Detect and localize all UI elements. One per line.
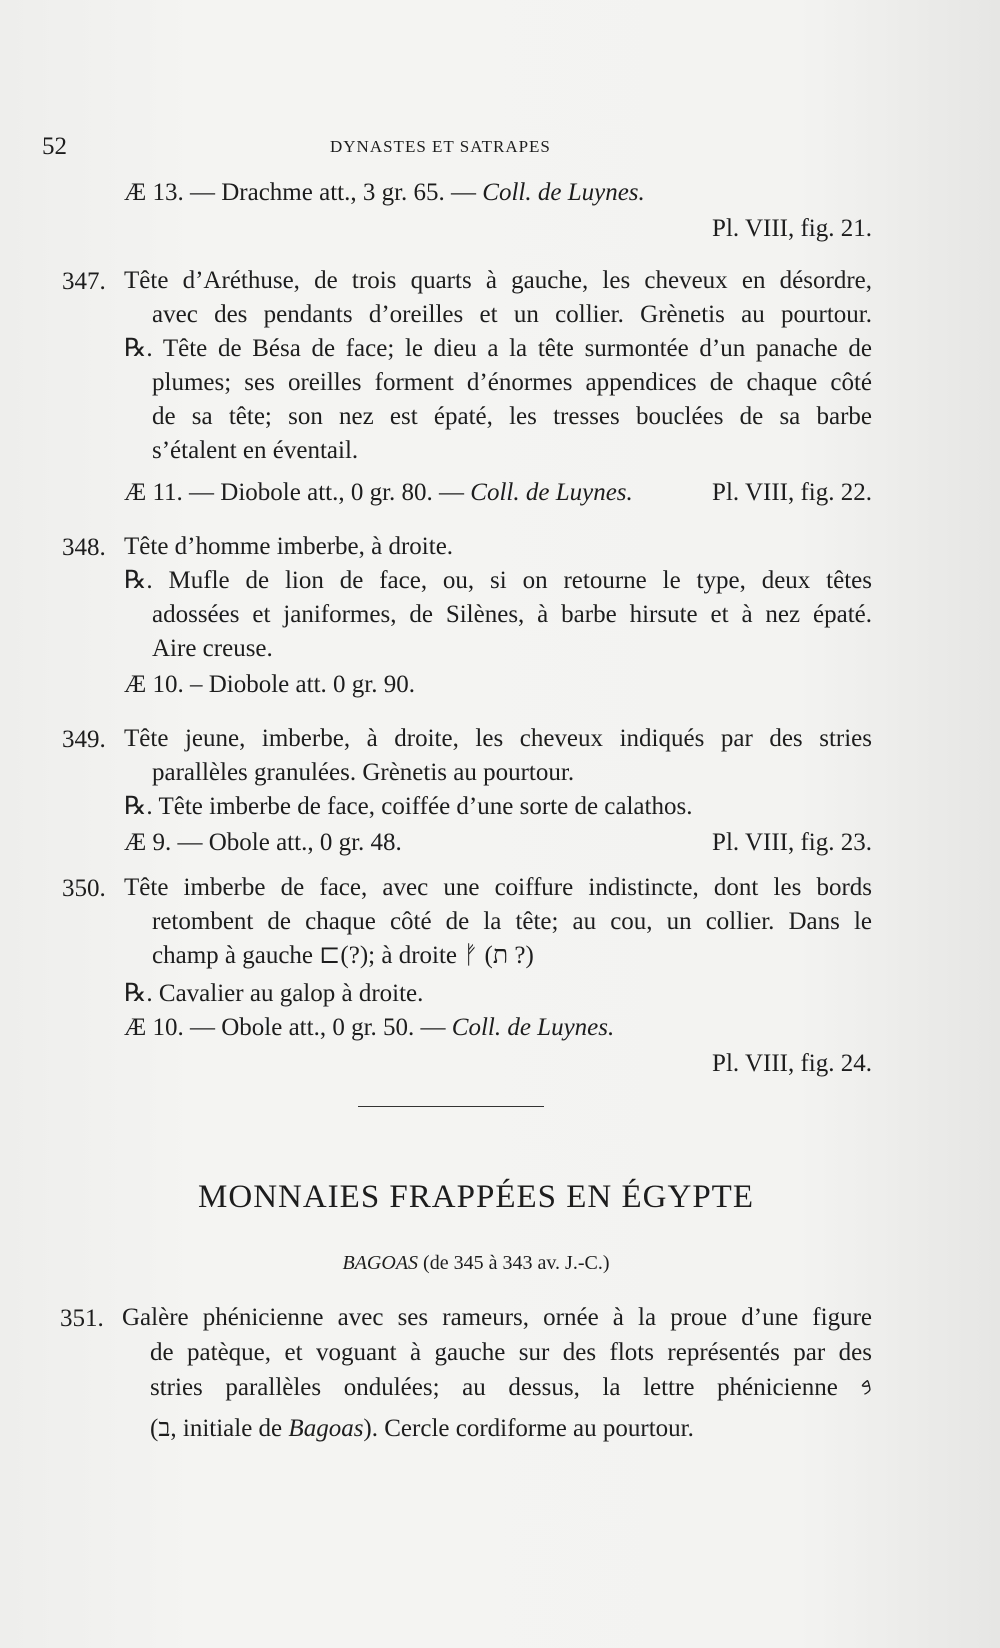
entry-line: ℞. Tête de Bésa de face; le dieu a la tête surmontée d’un panache de bbox=[124, 335, 872, 362]
collection-name: Coll. de Luynes. bbox=[451, 1014, 615, 1041]
subhead-dates: (de 345 à 343 av. J.-C.) bbox=[418, 1252, 610, 1274]
plate-reference bbox=[520, 214, 872, 244]
entry-line: Æ 9. — Obole att., 0 gr. 48. bbox=[124, 829, 402, 856]
plate-reference: Pl. VIII, fig. 23. bbox=[712, 829, 872, 856]
section-title: MONNAIES FRAPPÉES EN ÉGYPTE bbox=[198, 1179, 754, 1215]
entry-line: Tête imberbe de face, avec une coiffure indistincte, dont les bords bbox=[124, 874, 872, 901]
entry-line: parallèles granulées. Grènetis au pourtour. bbox=[152, 759, 575, 786]
entry-line: avec des pendants d’oreilles et un collier. Grènetis au pourtour. bbox=[152, 301, 872, 328]
section-subhead bbox=[0, 1250, 976, 1276]
collection-name: Coll. de Luynes. bbox=[482, 179, 645, 206]
entry-line: Æ 10. – Diobole att. 0 gr. 90. bbox=[124, 671, 415, 698]
entry-line: Aire creuse. bbox=[152, 635, 273, 662]
collection-name: Coll. de Luynes. bbox=[470, 479, 633, 506]
entry-line bbox=[124, 1013, 614, 1043]
entry-text: Æ 10. — Obole att., 0 gr. 50. — bbox=[124, 1014, 452, 1041]
entry-line: de sa tête; son nez est épaté, les tresses bouclées de sa barbe bbox=[152, 403, 872, 430]
ruler-name: Bagoas bbox=[288, 1415, 364, 1442]
entry-number: 350. bbox=[62, 875, 106, 902]
entry-line: Tête jeune, imberbe, à droite, les cheveux indiqués par des stries bbox=[124, 725, 872, 752]
entry-number: 349. bbox=[62, 726, 106, 753]
section-divider bbox=[358, 1106, 544, 1107]
entry-line: retombent de chaque côté de la tête; au cou, un collier. Dans le bbox=[152, 908, 872, 935]
entry-text: ). Cercle cordiforme au pourtour. bbox=[363, 1415, 694, 1442]
entry-line: ℞. Cavalier au galop à droite. bbox=[124, 980, 424, 1007]
entry-line: s’étalent en éventail. bbox=[152, 437, 359, 464]
entry-line: ℞. Mufle de lion de face, ou, si on retourne le type, deux têtes bbox=[124, 567, 872, 594]
entry-line: plumes; ses oreilles forment d’énormes appendices de chaque côté bbox=[152, 369, 872, 396]
entry-line bbox=[150, 1414, 694, 1444]
entry-text: Æ 11. — Diobole att., 0 gr. 80. — bbox=[124, 479, 471, 506]
entry-line: Galère phénicienne avec ses rameurs, ornée à la proue d’une figure bbox=[122, 1304, 872, 1331]
entry-text: Æ 13. — Drachme att., 3 gr. 65. — bbox=[124, 179, 483, 206]
entry-line bbox=[124, 178, 645, 208]
entry-line: stries parallèles ondulées; au dessus, la lettre phénicienne 𐤁 bbox=[150, 1374, 872, 1401]
entry-text: (ב, initiale de bbox=[150, 1415, 289, 1442]
plate-reference-text: Pl. VIII, fig. 21. bbox=[712, 215, 872, 242]
entry-number: 348. bbox=[62, 534, 106, 561]
entry-line: champ à gauche ⊏(?); à droite ᚠ (ת ?) bbox=[152, 942, 534, 969]
entry-line: ℞. Tête imberbe de face, coiffée d’une sorte de calathos. bbox=[124, 793, 693, 820]
entry-line: de patèque, et voguant à gauche sur des flots représentés par des bbox=[150, 1339, 872, 1366]
plate-reference: Pl. VIII, fig. 22. bbox=[712, 479, 872, 506]
entry-line: adossées et janiformes, de Silènes, à barbe hirsute et à nez épaté. bbox=[152, 601, 872, 628]
page-number: 52 bbox=[42, 133, 67, 160]
entry-line: Tête d’Aréthuse, de trois quarts à gauche, les cheveux en désordre, bbox=[124, 267, 872, 294]
entry-line bbox=[124, 478, 633, 508]
entry-number: 351. bbox=[60, 1305, 104, 1332]
running-title: DYNASTES ET SATRAPES bbox=[330, 137, 551, 156]
subhead-ruler: BAGOAS bbox=[342, 1252, 419, 1274]
entry-line: Tête d’homme imberbe, à droite. bbox=[124, 533, 454, 560]
entry-number: 347. bbox=[62, 268, 106, 295]
plate-reference: Pl. VIII, fig. 24. bbox=[712, 1050, 872, 1077]
